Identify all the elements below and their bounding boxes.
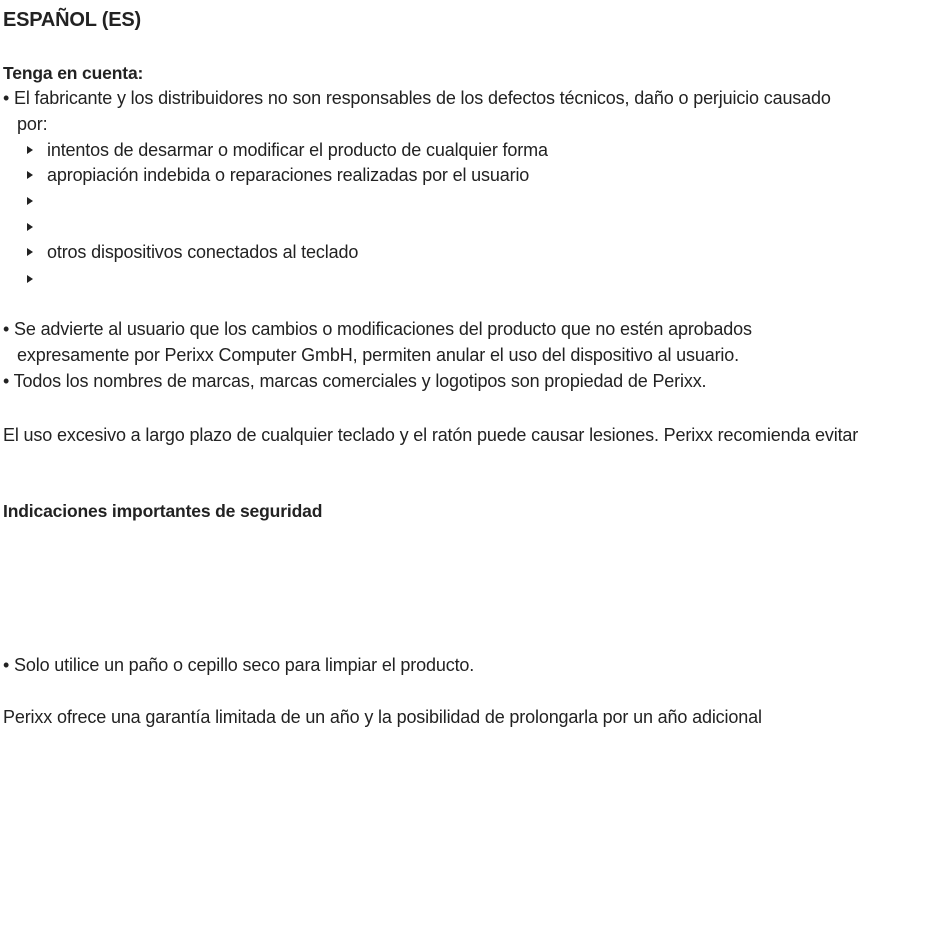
liability-sub-item: apropiación indebida o reparaciones realizadas por el usuario bbox=[27, 164, 529, 186]
notice-bullet-trademarks: • Todos los nombres de marcas, marcas comerciales y logotipos son propiedad de Perixx. bbox=[3, 371, 707, 391]
arrow-bullet-icon bbox=[27, 197, 33, 205]
arrow-bullet-icon bbox=[27, 223, 33, 231]
liability-sub-item bbox=[27, 268, 47, 290]
notice-bullet-liability: • El fabricante y los distribuidores no son responsables de los defectos técnicos, daño o perjuicio causado bbox=[3, 88, 831, 108]
safety-cleaning-bullet: • Solo utilice un paño o cepillo seco para limpiar el producto. bbox=[3, 655, 475, 675]
liability-sub-item: intentos de desarmar o modificar el producto de cualquier forma bbox=[27, 139, 548, 161]
notice-bullet-modifications-cont: expresamente por Perixx Computer GmbH, permiten anular el uso del dispositivo al usuario. bbox=[17, 345, 739, 365]
arrow-bullet-icon bbox=[27, 146, 33, 154]
warranty-text: Perixx ofrece una garantía limitada de un año y la posibilidad de prolongarla por un año adicional bbox=[3, 707, 762, 727]
arrow-bullet-icon bbox=[27, 171, 33, 179]
notice-heading: Tenga en cuenta: bbox=[3, 63, 144, 83]
liability-sub-item: otros dispositivos conectados al teclado bbox=[27, 241, 358, 263]
safety-heading: Indicaciones importantes de seguridad bbox=[3, 501, 323, 521]
liability-sub-item bbox=[27, 216, 47, 238]
usage-warning-text: El uso excesivo a largo plazo de cualquier teclado y el ratón puede causar lesiones. Perixx recomienda evitar bbox=[3, 425, 859, 445]
notice-bullet-modifications: • Se advierte al usuario que los cambios o modificaciones del producto que no estén aprobados bbox=[3, 319, 752, 339]
arrow-bullet-icon bbox=[27, 275, 33, 283]
notice-bullet-liability-cont: por: bbox=[17, 114, 48, 134]
page-title: ESPAÑOL (ES) bbox=[3, 9, 141, 31]
arrow-bullet-icon bbox=[27, 248, 33, 256]
liability-sub-item bbox=[27, 190, 47, 212]
